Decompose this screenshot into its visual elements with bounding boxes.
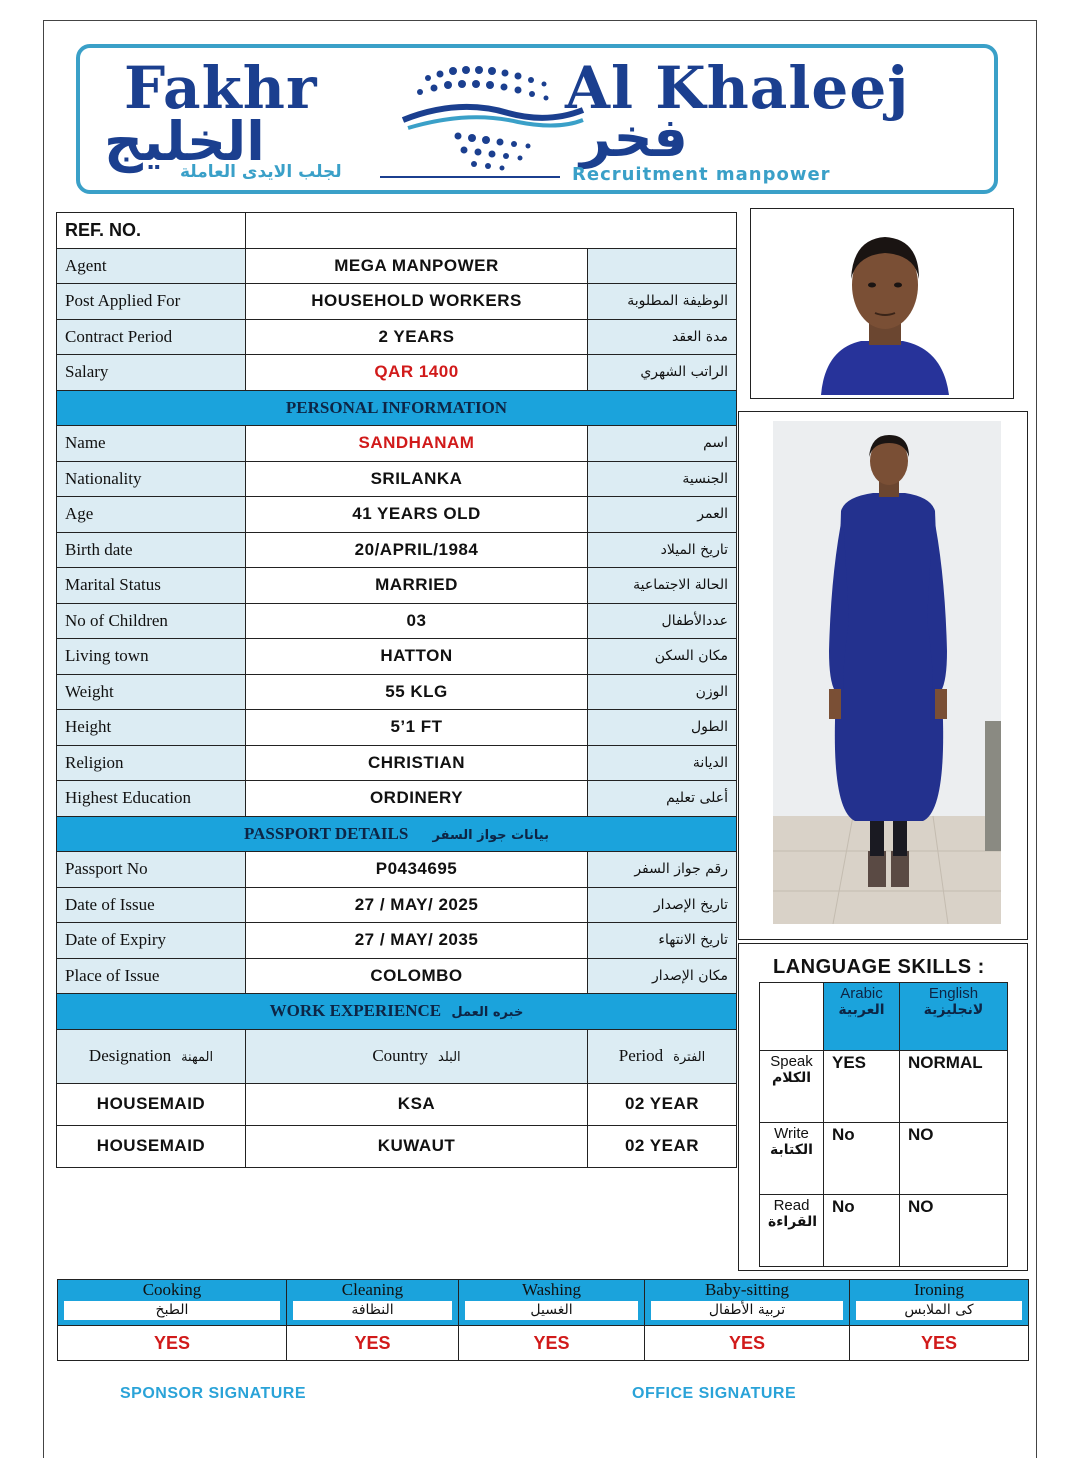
personal-row (57, 603, 737, 639)
field-value: SRILANKA (246, 461, 588, 497)
work-col-country: Country (372, 1046, 429, 1065)
field-label: Nationality (57, 461, 246, 497)
field-label-ar: مكان السكن (588, 639, 737, 675)
skill-label: Cooking (142, 1280, 202, 1299)
field-value: 2 YEARS (246, 319, 588, 355)
field-label-ar: الوزن (588, 674, 737, 710)
work-col-period: Period (618, 1046, 664, 1065)
field-label-ar: مدة العقد (588, 319, 737, 355)
field-label-ar: الجنسية (588, 461, 737, 497)
language-skill-ar: الكتابة (770, 1142, 813, 1158)
field-label-ar: العمر (588, 497, 737, 533)
field-label-ar: تاريخ الانتهاء (588, 923, 737, 959)
field-label-ar: الحالة الاجتماعية (588, 568, 737, 604)
field-value: 55 KLG (246, 674, 588, 710)
work-col-country-ar: البلد (438, 1050, 461, 1065)
field-label: Religion (57, 745, 246, 781)
field-label-ar: تاريخ الميلاد (588, 532, 737, 568)
passport-row (57, 887, 737, 923)
arabic-level: No (824, 1123, 900, 1195)
section-title: PASSPORT DETAILS (244, 823, 409, 843)
field-label-ar: أعلى تعليم (588, 781, 737, 817)
field-label-ar (588, 248, 737, 284)
work-country: KUWAUT (246, 1125, 588, 1167)
field-label: Agent (57, 248, 246, 284)
full-body-photo (738, 411, 1028, 940)
language-row (760, 1195, 1008, 1267)
arabic-level: No (824, 1195, 900, 1267)
section-title-ar: خبره العمل (451, 1005, 524, 1021)
field-value: 41 YEARS OLD (246, 497, 588, 533)
english-level: NORMAL (900, 1051, 1008, 1123)
personal-row (57, 639, 737, 675)
personal-row (57, 674, 737, 710)
field-value: 03 (246, 603, 588, 639)
skill-value: YES (850, 1326, 1029, 1361)
language-row (760, 1051, 1008, 1123)
language-row (760, 1123, 1008, 1195)
skills-table (57, 1279, 1029, 1361)
language-table (759, 982, 1008, 1267)
ref-row (57, 213, 737, 249)
language-skill-ar: الكلام (771, 1070, 812, 1086)
skill-label-ar: كى الملابس (856, 1301, 1022, 1320)
field-label: Place of Issue (57, 958, 246, 994)
language-col-en: Arabic (840, 985, 883, 1002)
personal-row (57, 532, 737, 568)
skill-value: YES (58, 1326, 287, 1361)
field-label: Weight (57, 674, 246, 710)
field-label: Salary (57, 355, 246, 391)
field-label: No of Children (57, 603, 246, 639)
field-label-ar: مكان الإصدار (588, 958, 737, 994)
section-header-passport (57, 816, 737, 852)
work-period: 02 YEAR (588, 1125, 737, 1167)
language-skill-en: Write (774, 1125, 809, 1142)
field-label: Date of Expiry (57, 923, 246, 959)
field-value: COLOMBO (246, 958, 588, 994)
passport-row (57, 923, 737, 959)
contract-row (57, 319, 737, 355)
work-row (57, 1125, 737, 1167)
field-value: 27 / MAY/ 2035 (246, 923, 588, 959)
salary-value: QAR 1400 (246, 355, 588, 391)
section-title: WORK EXPERIENCE (269, 1001, 442, 1021)
salary-row (57, 355, 737, 391)
field-label: Living town (57, 639, 246, 675)
english-level: NO (900, 1195, 1008, 1267)
logo-tagline-en: Recruitment manpower (572, 164, 831, 185)
skill-value: YES (459, 1326, 645, 1361)
skill-value: YES (287, 1326, 459, 1361)
work-col-period-ar: الفترة (673, 1050, 706, 1065)
language-title: LANGUAGE SKILLS : (773, 956, 985, 978)
logo-name-ar-2: فخر (580, 106, 688, 169)
field-label: Post Applied For (57, 284, 246, 320)
cv-table (56, 212, 737, 1168)
work-col-designation: Designation (88, 1046, 172, 1065)
field-label: Passport No (57, 852, 246, 888)
skill-value: YES (645, 1326, 850, 1361)
field-label-ar: الطول (588, 710, 737, 746)
section-header-work (57, 994, 737, 1030)
field-label: Marital Status (57, 568, 246, 604)
field-label-ar: عددالأطفال (588, 603, 737, 639)
field-label: Height (57, 710, 246, 746)
logo-divider (380, 176, 560, 178)
company-logo (76, 44, 998, 194)
work-header-row (57, 1029, 737, 1083)
work-period: 02 YEAR (588, 1083, 737, 1125)
language-skill-en: Read (773, 1197, 810, 1214)
field-value: 27 / MAY/ 2025 (246, 887, 588, 923)
skill-label-ar: الطبخ (64, 1301, 280, 1320)
english-level: NO (900, 1123, 1008, 1195)
field-label: Name (57, 426, 246, 462)
field-label-ar: رقم جواز السفر (588, 852, 737, 888)
logo-name-en-1: Fakhr (124, 54, 318, 122)
skill-label-ar: تربية الأطفال (651, 1301, 843, 1320)
field-value: HATTON (246, 639, 588, 675)
field-value: MEGA MANPOWER (246, 248, 588, 284)
field-value: 20/APRIL/1984 (246, 532, 588, 568)
skill-label-ar: النظافة (293, 1301, 452, 1320)
portrait-photo (750, 208, 1014, 399)
skill-label: Baby-sitting (704, 1280, 790, 1299)
language-header-row (760, 983, 1008, 1051)
logo-name-en-2: Al Khaleej (565, 54, 910, 122)
field-label-ar: تاريخ الإصدار (588, 887, 737, 923)
skill-label: Cleaning (341, 1280, 404, 1299)
personal-row (57, 568, 737, 604)
field-label: Birth date (57, 532, 246, 568)
section-header-personal (57, 390, 737, 426)
personal-row (57, 745, 737, 781)
work-designation: HOUSEMAID (57, 1125, 246, 1167)
arabic-level: YES (824, 1051, 900, 1123)
ref-value (246, 213, 737, 249)
work-country: KSA (246, 1083, 588, 1125)
office-signature-label: OFFICE SIGNATURE (632, 1385, 797, 1402)
field-label: Date of Issue (57, 887, 246, 923)
personal-row (57, 497, 737, 533)
language-skills-panel (738, 943, 1028, 1271)
skills-header-row (58, 1280, 1029, 1326)
agent-row (57, 248, 737, 284)
field-value: P0434695 (246, 852, 588, 888)
section-title-ar: بيانات جواز السفر (432, 827, 549, 843)
language-col-en: English (928, 985, 979, 1002)
field-label-ar: الراتب الشهري (588, 355, 737, 391)
post-row (57, 284, 737, 320)
field-label: Age (57, 497, 246, 533)
sponsor-signature-label: SPONSOR SIGNATURE (120, 1385, 306, 1402)
field-label-ar: اسم (588, 426, 737, 462)
skill-label-ar: الغسيل (465, 1301, 638, 1320)
personal-row (57, 781, 737, 817)
personal-row (57, 710, 737, 746)
skills-value-row (58, 1326, 1029, 1361)
personal-row (57, 461, 737, 497)
field-label: Highest Education (57, 781, 246, 817)
skill-label: Ironing (913, 1280, 965, 1299)
field-value: MARRIED (246, 568, 588, 604)
logo-name-ar-1: الخليج (104, 110, 265, 173)
language-col-ar: لانجليزية (923, 1002, 984, 1018)
logo-dots-icon (398, 58, 588, 178)
language-col-ar: العربية (838, 1002, 885, 1018)
field-value: 5’1 FT (246, 710, 588, 746)
section-title: PERSONAL INFORMATION (57, 390, 737, 426)
field-label-ar: الديانة (588, 745, 737, 781)
ref-label: REF. NO. (57, 213, 246, 249)
personal-row (57, 426, 737, 462)
passport-row (57, 852, 737, 888)
field-value: HOUSEHOLD WORKERS (246, 284, 588, 320)
field-label: Contract Period (57, 319, 246, 355)
work-row (57, 1083, 737, 1125)
field-label-ar: الوظيفة المطلوبة (588, 284, 737, 320)
work-col-designation-ar: المهنة (181, 1050, 214, 1065)
field-value: CHRISTIAN (246, 745, 588, 781)
logo-tagline-ar: لجلب الايدى العاملة (180, 162, 342, 182)
skill-label: Washing (521, 1280, 582, 1299)
field-value: ORDINERY (246, 781, 588, 817)
passport-row (57, 958, 737, 994)
name-value: SANDHANAM (246, 426, 588, 462)
language-skill-ar: القراءة (768, 1214, 818, 1230)
work-designation: HOUSEMAID (57, 1083, 246, 1125)
language-skill-en: Speak (770, 1053, 813, 1070)
